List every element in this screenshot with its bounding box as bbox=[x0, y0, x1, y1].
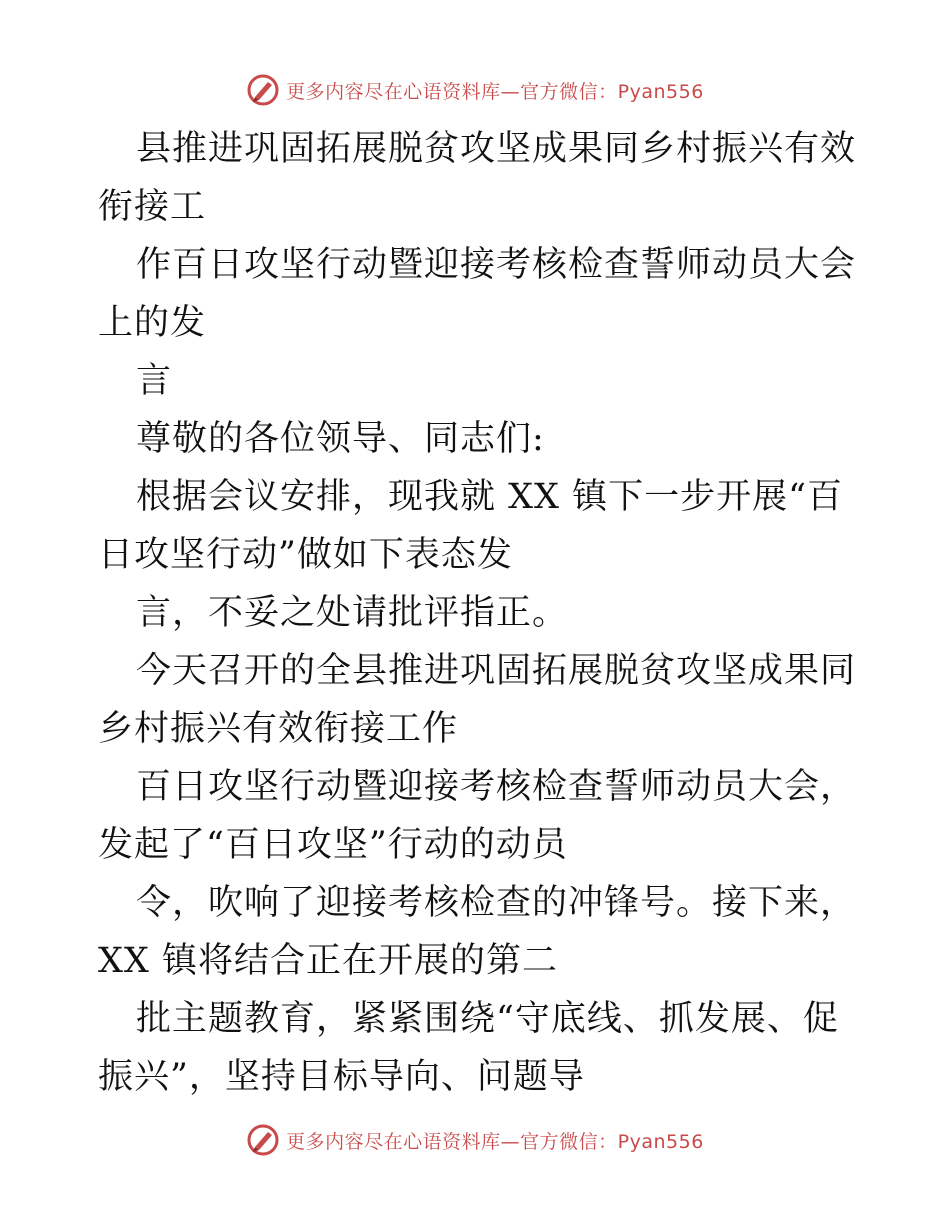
paragraph: 尊敬的各位领导、同志们: bbox=[136, 419, 545, 459]
paragraph: 批主题教育，紧紧围绕“守底线、抓发展、促振兴”，坚持目标导向、问题导 bbox=[98, 999, 839, 1097]
paragraph: 言 bbox=[136, 361, 173, 401]
paragraph: 根据会议安排，现我就 XX 镇下一步开展“百日攻坚行动”做如下表态发 bbox=[98, 477, 843, 575]
document-body bbox=[98, 120, 858, 1106]
paragraph: 今天召开的全县推进巩固拓展脱贫攻坚成果同乡村振兴有效衔接工作 bbox=[98, 651, 857, 749]
paragraph: 作百日攻坚行动暨迎接考核检查誓师动员大会上的发 bbox=[98, 245, 857, 343]
watermark-text: 更多内容尽在心语资料库—官方微信：Pyan556 bbox=[286, 80, 704, 103]
watermark-text: 更多内容尽在心语资料库—官方微信：Pyan556 bbox=[286, 1130, 704, 1153]
pen-logo-icon bbox=[246, 73, 280, 107]
pen-logo-icon bbox=[246, 1123, 280, 1157]
footer-watermark bbox=[0, 1120, 950, 1160]
header-watermark bbox=[0, 70, 950, 110]
paragraph: 言，不妥之处请批评指正。 bbox=[136, 593, 569, 633]
paragraph: 县推进巩固拓展脱贫攻坚成果同乡村振兴有效衔接工 bbox=[98, 129, 857, 227]
paragraph: 令，吹响了迎接考核检查的冲锋号。接下来，XX 镇将结合正在开展的第二 bbox=[98, 883, 857, 981]
paragraph: 百日攻坚行动暨迎接考核检查誓师动员大会，发起了“百日攻坚”行动的动员 bbox=[98, 767, 857, 865]
